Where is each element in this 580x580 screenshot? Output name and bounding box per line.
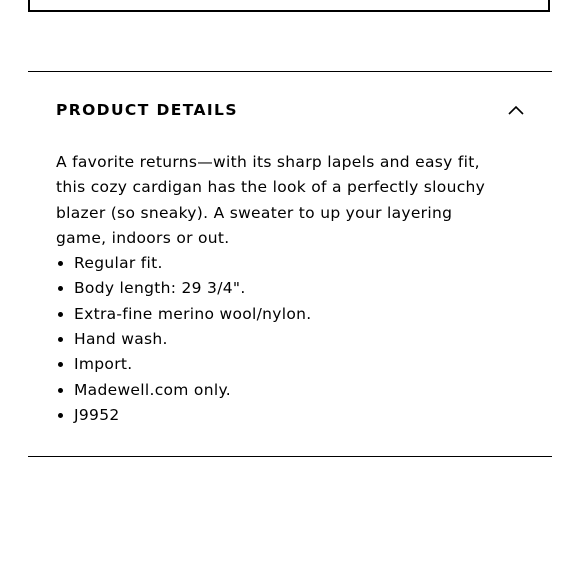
section-divider-bottom	[28, 456, 552, 457]
list-item-text: Madewell.com only.	[74, 380, 231, 399]
product-details-content	[56, 150, 496, 428]
list-item	[56, 378, 496, 403]
list-item-text: J9952	[74, 405, 120, 424]
section-divider-top	[28, 71, 552, 72]
previous-section-box	[28, 0, 550, 12]
product-description: A favorite returns—with its sharp lapels and easy fit, this cozy cardigan has the look of a perfectly slouchy blazer (so sneaky). A sweater to up your layering game, indoors or out.	[56, 153, 486, 247]
list-item	[56, 352, 496, 377]
list-item-text: Body length: 29 3/4".	[74, 279, 246, 298]
list-item	[56, 403, 496, 428]
list-item-text: Import.	[74, 355, 133, 374]
chevron-up-icon[interactable]	[506, 100, 526, 120]
list-item-text: Hand wash.	[74, 330, 168, 349]
bullet-icon	[58, 362, 63, 367]
product-details-list	[56, 251, 496, 428]
bullet-icon	[58, 261, 63, 266]
bullet-icon	[58, 312, 63, 317]
product-details-title: PRODUCT DETAILS	[56, 101, 238, 119]
bullet-icon	[58, 286, 63, 291]
bullet-icon	[58, 388, 63, 393]
list-item	[56, 251, 496, 276]
list-item	[56, 302, 496, 327]
list-item	[56, 276, 496, 301]
product-details-accordion-header[interactable]	[56, 92, 526, 128]
list-item-text: Extra-fine merino wool/nylon.	[74, 304, 312, 323]
bullet-icon	[58, 337, 63, 342]
list-item-text: Regular fit.	[74, 254, 163, 273]
list-item	[56, 327, 496, 352]
bullet-icon	[58, 413, 63, 418]
